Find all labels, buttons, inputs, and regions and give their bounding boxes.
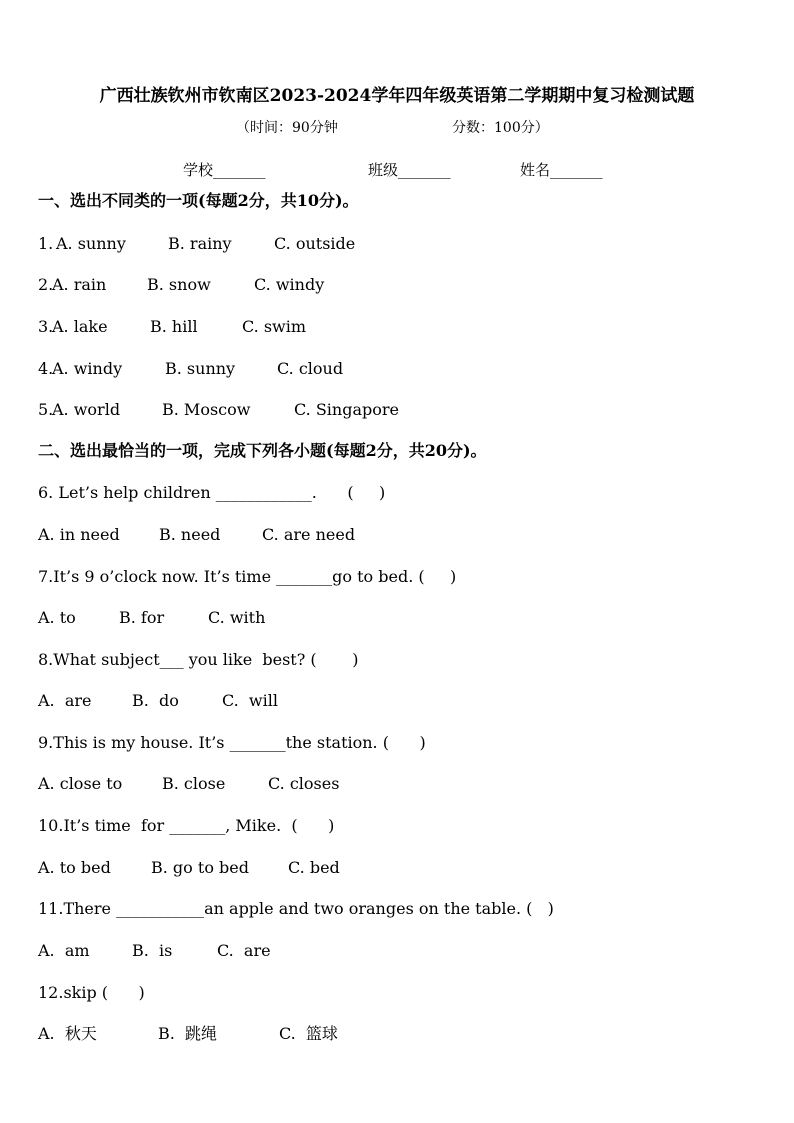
- option-a: A. close to: [38, 774, 123, 793]
- option-a: A. am: [38, 941, 90, 960]
- option-b: B. is: [132, 941, 173, 960]
- option-a: A. lake: [52, 317, 108, 336]
- option-b: B. rainy: [168, 234, 232, 253]
- option-a: A. sunny: [56, 234, 126, 253]
- option-b: B. do: [132, 691, 179, 710]
- option-c: C. cloud: [277, 359, 344, 378]
- option-c: C. 篮球: [279, 1024, 338, 1043]
- option-c: C. bed: [288, 858, 340, 877]
- option-b: B. need: [159, 525, 221, 544]
- option-b: B. for: [119, 608, 165, 627]
- option-a: A. to: [38, 608, 76, 627]
- question-number: 5.: [38, 400, 54, 419]
- question-number: 3.: [38, 317, 54, 336]
- question-stem: 9.This is my house. It’s _______the station. ( ): [38, 733, 426, 752]
- question-stem: 6. Let’s help children ____________. ( ): [38, 483, 386, 502]
- option-a: A. 秋天: [38, 1024, 97, 1043]
- option-a: A. windy: [52, 359, 123, 378]
- exam-time: （时间：90分钟: [236, 120, 338, 136]
- question-stem: 11.There ___________an apple and two oranges on the table. ( ): [38, 899, 554, 918]
- option-c: C. are need: [262, 525, 356, 544]
- question-stem: 12.skip ( ): [38, 983, 145, 1002]
- page-title: 广西壮族钦州市钦南区2023-2024学年四年级英语第二学期期中复习检测试题: [99, 86, 695, 106]
- option-c: C. Singapore: [294, 400, 399, 419]
- option-b: B. close: [162, 774, 226, 793]
- option-a: A. in need: [38, 525, 120, 544]
- option-a: A. to bed: [38, 858, 111, 877]
- option-c: C. with: [208, 608, 266, 627]
- option-b: B. sunny: [165, 359, 236, 378]
- question-stem: 7.It’s 9 o’clock now. It’s time _______go to bed. ( ): [38, 567, 457, 586]
- exam-score: 分数：100分）: [452, 120, 549, 136]
- section-heading: 二、选出最恰当的一项，完成下列各小题(每题2分，共20分)。: [38, 441, 487, 460]
- question-number: 4.: [38, 359, 54, 378]
- option-c: C. are: [217, 941, 271, 960]
- option-a: A. world: [52, 400, 121, 419]
- option-b: B. hill: [150, 317, 198, 336]
- option-c: C. closes: [268, 774, 340, 793]
- school-field[interactable]: 学校_______: [183, 161, 266, 179]
- class-field[interactable]: 班级_______: [368, 161, 451, 179]
- option-c: C. outside: [274, 234, 356, 253]
- name-field[interactable]: 姓名_______: [520, 161, 603, 179]
- option-c: C. windy: [254, 275, 325, 294]
- question-number: 2.: [38, 275, 54, 294]
- option-b: B. snow: [147, 275, 211, 294]
- option-c: C. will: [222, 691, 278, 710]
- question-number: 1.: [38, 234, 59, 253]
- option-c: C. swim: [242, 317, 307, 336]
- option-b: B. 跳绳: [158, 1024, 218, 1043]
- question-stem: 10.It’s time for _______, Mike. ( ): [38, 816, 335, 835]
- question-stem: 8.What subject___ you like best? ( ): [38, 650, 359, 669]
- section-heading: 一、选出不同类的一项(每题2分，共10分)。: [38, 191, 359, 210]
- option-b: B. Moscow: [162, 400, 251, 419]
- option-a: A. rain: [52, 275, 107, 294]
- option-b: B. go to bed: [151, 858, 249, 877]
- option-a: A. are: [38, 691, 92, 710]
